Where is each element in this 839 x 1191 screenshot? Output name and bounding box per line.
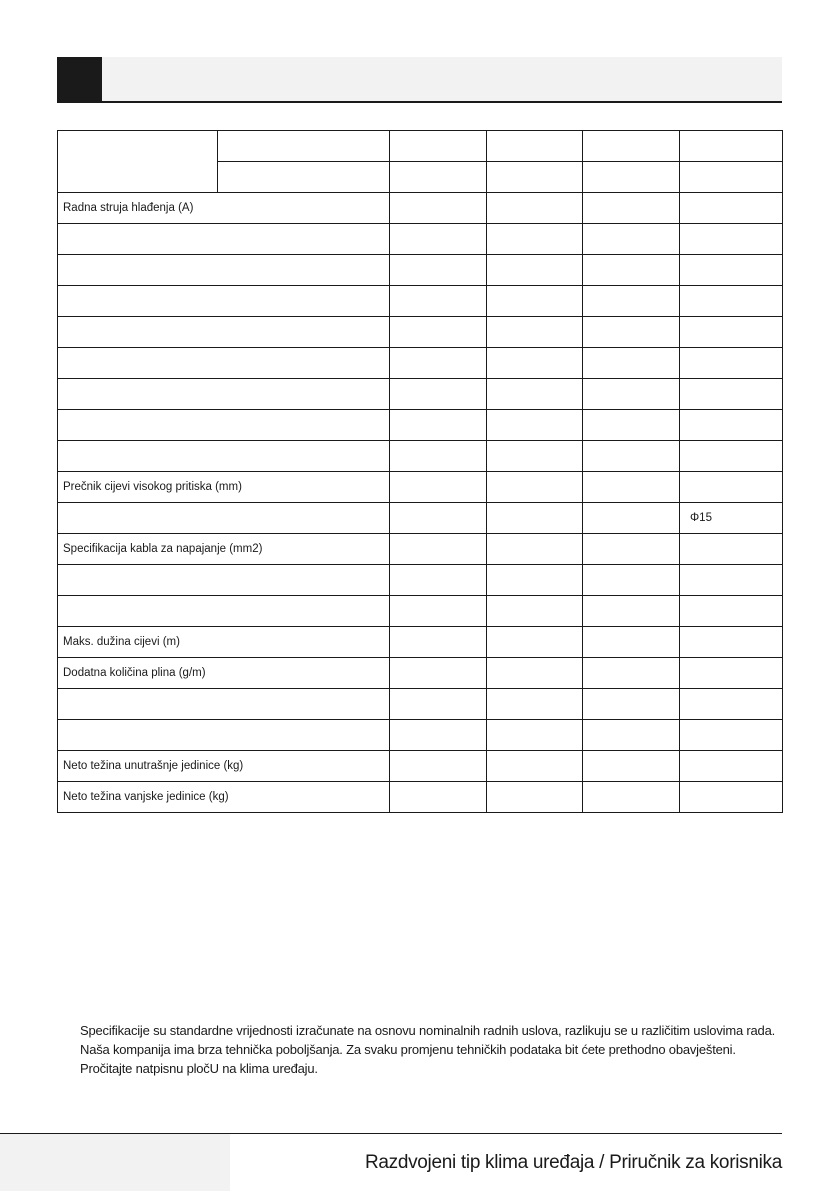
footer-title: Razdvojeni tip klima uređaja / Priručnik za korisnika [364, 1152, 782, 1173]
table-cell [583, 162, 680, 193]
table-cell [680, 348, 783, 379]
table-row [58, 503, 783, 534]
table-row [58, 658, 783, 689]
table-row [58, 751, 783, 782]
table-cell [680, 658, 783, 689]
table-cell [583, 565, 680, 596]
table-cell [487, 410, 583, 441]
table-cell [680, 720, 783, 751]
table-header-row [58, 131, 783, 162]
table-cell [390, 658, 487, 689]
table-row-label [58, 441, 390, 472]
table-row-label: Radna struja hlađenja (A) [58, 193, 390, 224]
table-cell [583, 782, 680, 813]
table-cell [680, 441, 783, 472]
table-cell [583, 627, 680, 658]
table-cell [390, 162, 487, 193]
table-row [58, 534, 783, 565]
table-cell [487, 224, 583, 255]
footnote-line: Pročitajte natpisnu pločU na klima uređaju. [80, 1061, 318, 1076]
table-cell [390, 472, 487, 503]
table-cell [218, 162, 390, 193]
table-cell [390, 689, 487, 720]
table-cell [583, 255, 680, 286]
table-cell [390, 534, 487, 565]
table-row-label: Prečnik cijevi visokog pritiska (mm) [58, 472, 390, 503]
table-row-label: Neto težina unutrašnje jedinice (kg) [58, 751, 390, 782]
table-cell [583, 472, 680, 503]
table-row [58, 379, 783, 410]
table-cell [487, 379, 583, 410]
table-row-label: Maks. dužina cijevi (m) [58, 627, 390, 658]
table-cell [487, 627, 583, 658]
table-cell [680, 689, 783, 720]
table-cell [390, 131, 487, 162]
section-number-block [57, 57, 102, 101]
table-cell [680, 224, 783, 255]
table-row [58, 782, 783, 813]
table-cell [390, 379, 487, 410]
table-row-label [58, 317, 390, 348]
table-cell [390, 596, 487, 627]
table-cell [680, 255, 783, 286]
table-cell [390, 751, 487, 782]
table-cell [487, 472, 583, 503]
table-cell [680, 131, 783, 162]
footnote [80, 1021, 790, 1078]
table-cell [583, 317, 680, 348]
table-cell [583, 224, 680, 255]
table-cell [487, 782, 583, 813]
table-cell [583, 658, 680, 689]
table-cell [680, 193, 783, 224]
table-cell [390, 193, 487, 224]
table-cell [680, 162, 783, 193]
table-cell [487, 689, 583, 720]
table-cell [487, 255, 583, 286]
table-row-label [58, 565, 390, 596]
table-row-label: Neto težina vanjske jedinice (kg) [58, 782, 390, 813]
table-row [58, 441, 783, 472]
specification-table [57, 130, 783, 813]
table-row-label [58, 255, 390, 286]
table-cell [390, 441, 487, 472]
table-row [58, 627, 783, 658]
table-cell [487, 348, 583, 379]
table-row [58, 224, 783, 255]
table-row-label [58, 596, 390, 627]
table-row-label [58, 410, 390, 441]
table-cell: Φ15 [680, 503, 783, 534]
table-cell [390, 410, 487, 441]
table-row-label [58, 503, 390, 534]
table-row-label [58, 689, 390, 720]
table-cell [583, 410, 680, 441]
table-cell [680, 472, 783, 503]
table-cell [583, 534, 680, 565]
table-cell [583, 503, 680, 534]
footnote-line: Specifikacije su standardne vrijednosti izračunate na osnovu nominalnih radnih uslova, razlikuju se u različitim uslovima rada. [80, 1023, 776, 1038]
table-row [58, 286, 783, 317]
table-cell [583, 379, 680, 410]
table-row-label [58, 224, 390, 255]
table-cell [390, 348, 487, 379]
table-cell [680, 410, 783, 441]
table-cell [390, 782, 487, 813]
table-cell [390, 224, 487, 255]
table-row [58, 255, 783, 286]
table-cell [487, 131, 583, 162]
table-row [58, 317, 783, 348]
table-cell [583, 441, 680, 472]
table-cell [390, 565, 487, 596]
table-cell [390, 503, 487, 534]
table-cell [487, 720, 583, 751]
table-cell [680, 627, 783, 658]
table-row-label: Dodatna količina plina (g/m) [58, 658, 390, 689]
table-row-label [58, 379, 390, 410]
table-row [58, 193, 783, 224]
table-cell [218, 131, 390, 162]
table-row-label [58, 348, 390, 379]
table-cell [487, 503, 583, 534]
table-row [58, 689, 783, 720]
table-cell [680, 317, 783, 348]
table-cell [583, 720, 680, 751]
table-cell [583, 131, 680, 162]
table-cell [583, 596, 680, 627]
table-row-label: Specifikacija kabla za napajanje (mm2) [58, 534, 390, 565]
table-cell [680, 286, 783, 317]
table-cell [487, 441, 583, 472]
table-corner-cell [58, 131, 218, 193]
table-cell [487, 751, 583, 782]
table-cell [583, 286, 680, 317]
table-cell [487, 162, 583, 193]
table-cell [487, 317, 583, 348]
table-row [58, 596, 783, 627]
table-row-label [58, 286, 390, 317]
table-cell [583, 193, 680, 224]
table-cell [680, 596, 783, 627]
table-cell [487, 193, 583, 224]
footnote-line: Naša kompanija ima brza tehnička poboljšanja. Za svaku promjenu tehničkih podataka bit ćete prethodno obavješteni. [80, 1042, 736, 1057]
table-cell [390, 627, 487, 658]
table-row [58, 565, 783, 596]
table-cell [583, 751, 680, 782]
table-cell [487, 596, 583, 627]
table-row [58, 472, 783, 503]
table-cell [390, 317, 487, 348]
table-row [58, 410, 783, 441]
table-row [58, 720, 783, 751]
table-cell [487, 565, 583, 596]
table-cell [390, 255, 487, 286]
table-row [58, 348, 783, 379]
table-cell [583, 689, 680, 720]
table-cell [487, 534, 583, 565]
table-cell [487, 286, 583, 317]
table-row-label [58, 720, 390, 751]
table-cell [390, 720, 487, 751]
table-cell [680, 751, 783, 782]
footer-gray-block [0, 1134, 230, 1191]
table-cell [390, 286, 487, 317]
section-header-bar [57, 57, 782, 103]
table-cell [680, 379, 783, 410]
table-cell [680, 565, 783, 596]
table-cell [487, 658, 583, 689]
table-cell [680, 782, 783, 813]
table-cell [583, 348, 680, 379]
table-cell [680, 534, 783, 565]
